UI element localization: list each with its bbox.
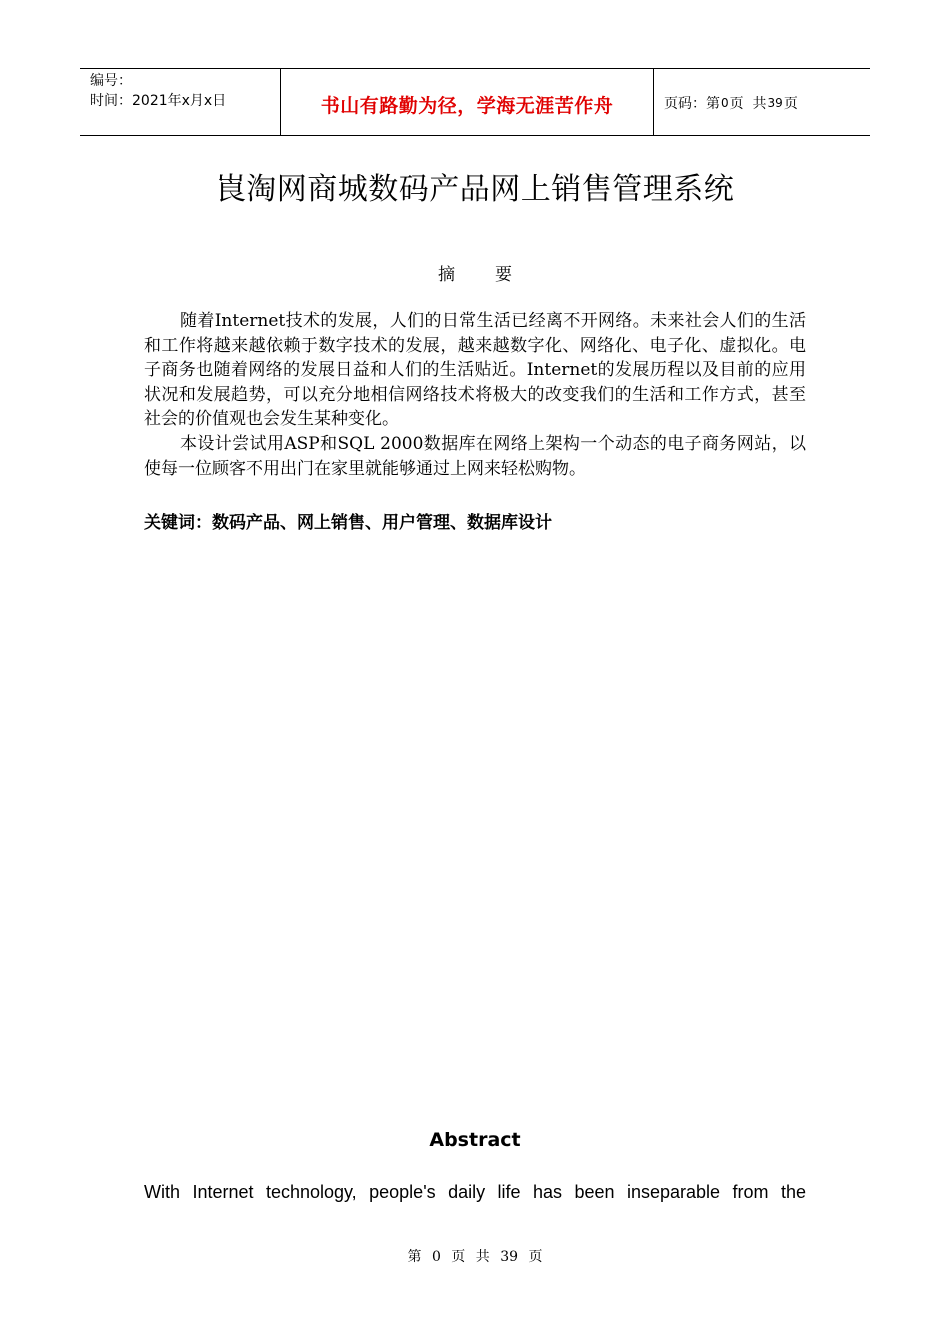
header-page-mid: 页 共 (729, 96, 767, 112)
header-page-suffix: 页 (783, 96, 798, 112)
header-motto-cell (281, 69, 654, 135)
english-abstract-heading: Abstract (429, 1129, 521, 1151)
english-abstract-text: With Internet technology, people's daily life has been inseparable from the (144, 1182, 806, 1202)
keywords-line: 关键词：数码产品、网上销售、用户管理、数据库设计 (144, 513, 552, 533)
header-motto: 书山有路勤为径，学海无涯苦作舟 (320, 94, 614, 117)
header-page-current: 0 (721, 96, 729, 110)
header-page-total: 39 (767, 96, 783, 110)
abstract-heading: 摘要 (438, 265, 552, 285)
header-number-label: 编号： (90, 73, 132, 89)
header-meta-cell (80, 69, 281, 135)
header-page-prefix: 页码：第 (664, 96, 720, 112)
document-title: 崀淘网商城数码产品网上销售管理系统 (215, 172, 735, 207)
header-table (80, 68, 870, 136)
header-time-label: 时间：2021年x月x日 (90, 93, 227, 109)
page-footer: 第 0 页 共 39 页 (407, 1249, 543, 1265)
abstract-paragraph-1: 随着Internet技术的发展，人们的日常生活已经离不开网络。未来社会人们的生活和工作将越来越依赖于数字技术的发展，越来越数字化、网络化、电子化、虚拟化。电子商务也随着网络的发展日益和人们的生活贴近。Internet的发展历程以及目前的应用状况和发展趋势，可以充分地相信网络技术将极大的改变我们的生活和工作方式，甚至社会的价值观也会发生某种变化。 (144, 311, 806, 429)
abstract-paragraph-2: 本设计尝试用ASP和SQL 2000数据库在网络上架构一个动态的电子商务网站，以使每一位顾客不用出门在家里就能够通过上网来轻松购物。 (144, 434, 806, 479)
header-page-cell (654, 69, 870, 135)
